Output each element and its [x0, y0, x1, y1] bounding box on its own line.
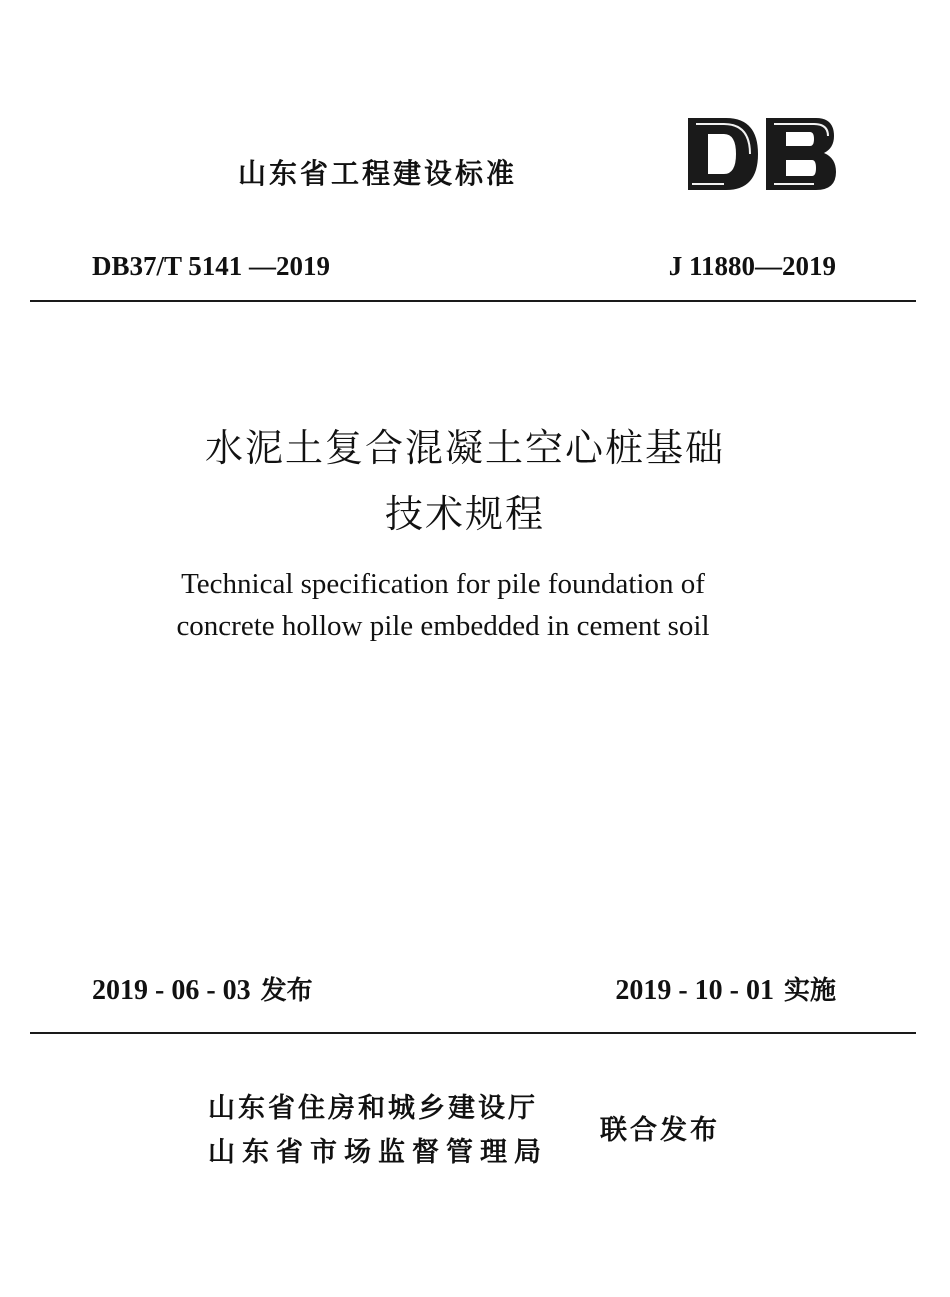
implementation-label: 实施 — [783, 976, 836, 1006]
standard-category: 山东省工程建设标准 — [238, 157, 518, 190]
title-chinese-line2: 技术规程 — [384, 492, 545, 536]
db-logo — [684, 114, 838, 194]
implementation-date-block — [615, 972, 836, 1010]
standard-number: DB37/T 5141 —2019 — [92, 251, 331, 281]
publisher-housing-department: 山东省住房和城乡建设厅 — [208, 1093, 538, 1124]
issue-date-block — [92, 972, 313, 1010]
record-number: J 11880—2019 — [668, 251, 836, 281]
bottom-divider — [30, 1032, 916, 1034]
implementation-date: 2019 - 10 - 01 — [615, 975, 774, 1006]
joint-publish-label: 联合发布 — [600, 1115, 720, 1146]
issue-label: 发布 — [260, 976, 313, 1006]
top-divider — [30, 300, 916, 302]
issue-date: 2019 - 06 - 03 — [92, 975, 251, 1006]
title-english-line2: concrete hollow pile embedded in cement soil — [176, 610, 710, 642]
publisher-market-regulation: 山东省市场监督管理局 — [208, 1137, 548, 1168]
title-chinese-line1: 水泥土复合混凝土空心桩基础 — [204, 426, 725, 470]
title-english-line1: Technical specification for pile foundation of — [181, 568, 705, 600]
